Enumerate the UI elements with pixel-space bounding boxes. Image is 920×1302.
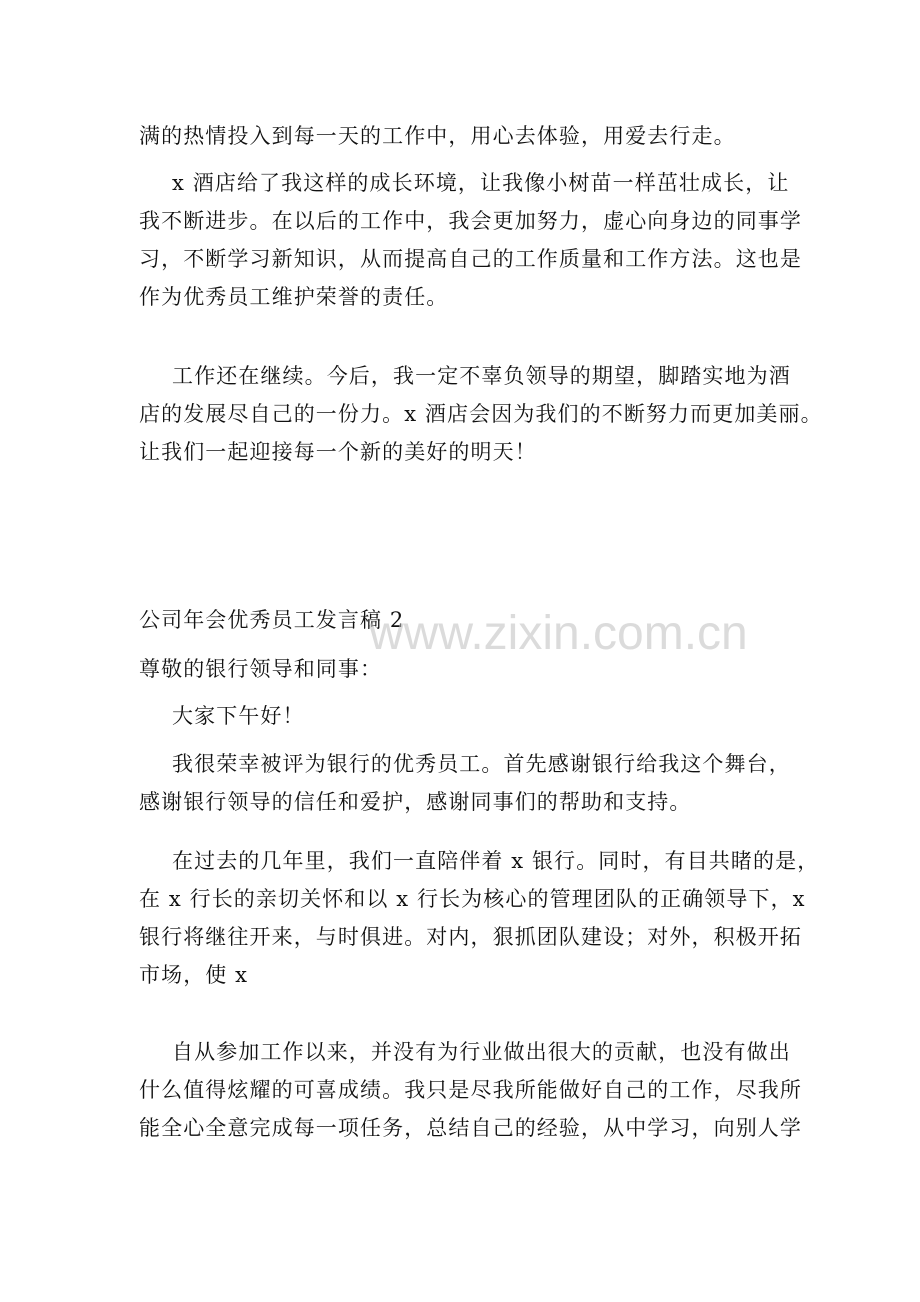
- section-title: 公司年会优秀员工发言稿 2: [139, 608, 405, 632]
- paragraph-line: 自从参加工作以来，并没有为行业做出很大的贡献，也没有做出: [172, 1040, 791, 1064]
- paragraph-line: 习，不断学习新知识，从而提高自己的工作质量和工作方法。这也是: [139, 247, 802, 271]
- paragraph-line: 工作还在继续。今后，我一定不辜负领导的期望，脚踏实地为酒: [172, 364, 791, 388]
- paragraph-line: 店的发展尽自己的一份力。x 酒店会因为我们的不断努力而更加美丽。: [139, 402, 823, 426]
- paragraph-line: x 酒店给了我这样的成长环境，让我像小树苗一样茁壮成长，让: [172, 171, 790, 195]
- paragraph-line: 能全心全意完成每一项任务，总结自己的经验，从中学习，向别人学: [139, 1116, 802, 1140]
- paragraph-line: 在 x 行长的亲切关怀和以 x 行长为核心的管理团队的正确领导下，x: [139, 887, 806, 911]
- salutation: 尊敬的银行领导和同事：: [139, 657, 383, 681]
- section-2-paragraph-bank: [139, 842, 820, 994]
- section-2-paragraph-honor: [139, 745, 789, 821]
- paragraph-line: 我很荣幸被评为银行的优秀员工。首先感谢银行给我这个舞台，: [172, 752, 791, 776]
- paragraph-line: 市场，使 x: [139, 963, 249, 987]
- paragraph-line: 作为优秀员工维护荣誉的责任。: [139, 285, 449, 309]
- greeting: 大家下午好！: [172, 704, 305, 728]
- greeting-block: [139, 697, 789, 735]
- paragraph-line: 让我们一起迎接每一个新的美好的明天！: [139, 440, 537, 464]
- paragraph-line: 满的热情投入到每一天的工作中，用心去体验，用爱去行走。: [139, 124, 736, 148]
- watermark: www.zixin.com.cn: [369, 607, 748, 660]
- paragraph-line: 银行将继往开来，与时俱进。对内，狠抓团队建设；对外，积极开拓: [139, 925, 802, 949]
- section-2-paragraph-career: [139, 1033, 802, 1147]
- paragraph-line: 感谢银行领导的信任和爱护，感谢同事们的帮助和支持。: [139, 790, 692, 814]
- section-1-text: [139, 117, 789, 155]
- paragraph-line: 什么值得炫耀的可喜成绩。我只是尽我所能做好自己的工作，尽我所: [139, 1078, 802, 1102]
- paragraph-line: 我不断进步。在以后的工作中，我会更加努力，虚心向身边的同事学: [139, 209, 802, 233]
- section-1-paragraph-work: [139, 357, 823, 471]
- section-1-paragraph-hotel: [139, 164, 802, 316]
- paragraph-line: 在过去的几年里，我们一直陪伴着 x 银行。同时，有目共睹的是，: [172, 849, 820, 873]
